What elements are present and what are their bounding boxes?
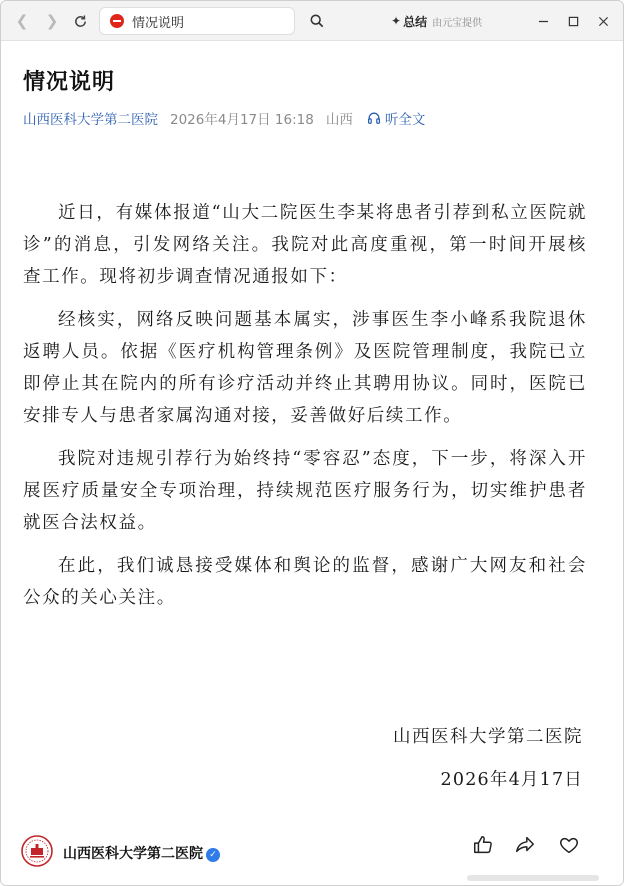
headphones-icon [367,111,381,125]
verified-badge-icon: ✓ [206,848,220,862]
back-button[interactable] [11,10,33,32]
article-title: 情况说明 [23,70,116,95]
article-paragraph: 在此，我们诚恳接受媒体和舆论的监督，感谢广大网友和社会公众的关心关注。 [23,556,587,608]
tab-current[interactable] [99,7,295,35]
author-name: 山西医科大学第二医院 [63,846,203,862]
hospital-emblem-icon [21,835,53,867]
forward-icon: ❯ [45,12,59,30]
refresh-button[interactable] [69,10,91,32]
article-region: 山西 [325,112,353,128]
like-button[interactable] [471,833,495,857]
favorite-icon [558,834,580,856]
like-icon [472,834,494,856]
listen-button[interactable] [367,108,426,128]
close-button[interactable] [593,11,613,31]
ai-summary-button[interactable] [391,12,482,30]
summary-label: 总结 [403,14,428,29]
close-icon [598,16,609,27]
back-icon: ❮ [15,12,29,30]
maximize-icon [568,16,579,27]
search-button[interactable] [307,11,327,31]
article-timestamp: 2026年4月17日 16:18 [170,112,314,128]
article-meta [23,108,425,128]
refresh-icon [73,14,88,29]
article-paragraph: 我院对违规引荐行为始终持“零容忍”态度，下一步，将深入开展医疗质量安全专项治理，持续规范医疗服务行为，切实维护患者就医合法权益。 [23,449,587,533]
minimize-icon [538,16,549,27]
search-icon [310,14,324,28]
author-bar [1,823,624,886]
share-icon [514,834,536,856]
article-paragraph: 近日，有媒体报道“山大二院医生李某将患者引荐到私立医院就诊”的消息，引发网络关注。我院对此高度重视，第一时间开展核查工作。现将初步调查情况通报如下： [23,203,587,287]
sparkle-icon: ✦ [391,14,402,28]
signature-date: 2026年4月17日 [440,770,583,790]
stop-icon [110,14,124,28]
listen-label: 听全文 [384,112,426,128]
forward-button[interactable] [41,10,63,32]
browser-toolbar [1,1,624,41]
article-body [23,197,587,625]
author-name-link[interactable] [63,843,220,863]
summary-provider: 由元宝提供 [432,17,483,29]
article-paragraph: 经核实，网络反映问题基本属实，涉事医生李小峰系我院退休返聘人员。依据《医疗机构管理条例》及医院管理制度，我院已立即停止其在院内的所有诊疗活动并终止其聘用协议。同时，医院已安排专人与患者家属沟通对接，妥善做好后续工作。 [23,310,587,426]
home-indicator [467,875,599,881]
minimize-button[interactable] [533,11,553,31]
avatar[interactable] [21,835,53,867]
favorite-button[interactable] [557,833,581,857]
share-button[interactable] [513,833,537,857]
tab-title: 情况说明 [132,15,185,31]
signature-organization: 山西医科大学第二医院 [393,727,583,747]
article-source-link[interactable]: 山西医科大学第二医院 [23,112,158,128]
maximize-button[interactable] [563,11,583,31]
